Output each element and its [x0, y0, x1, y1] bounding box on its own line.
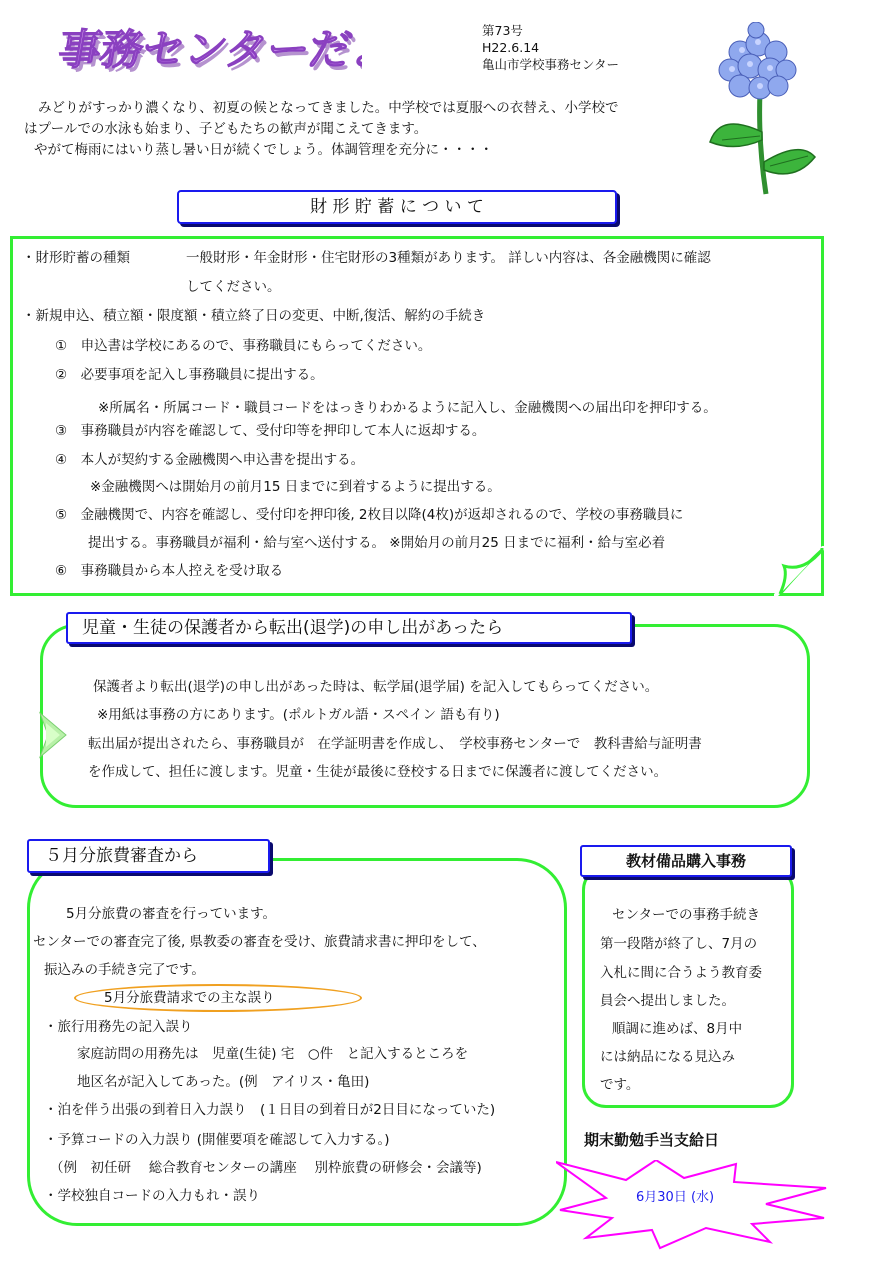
issue-number: 第73号 [482, 23, 523, 38]
transfer-heading-text: 児童・生徒の保護者から転出(退学)の申し出があったら [82, 618, 504, 638]
travel-error: ・泊を伴う出張の到着日入力誤り (１日目の到着日が2日目になっていた) [44, 1102, 496, 1118]
savings-step: ④ 本人が契約する金融機関へ申込書を提出する。 [55, 452, 365, 468]
materials-line: です。 [600, 1077, 640, 1093]
intro-line: はプールでの水泳も始まり、子どもたちの歓声が聞こえてきます。 [24, 121, 428, 137]
travel-line: 5月分旅費の審査を行っています。 [66, 906, 277, 922]
savings-step: ① 申込書は学校にあるので、事務職員にもらってください。 [55, 338, 432, 354]
savings-step: ② 必要事項を記入し事務職員に提出する。 [55, 367, 324, 383]
savings-type-text-cont: してください。 [186, 279, 281, 295]
materials-line: には納品になる見込み [600, 1049, 735, 1065]
title-shadow: 事務センターだより [58, 29, 362, 78]
savings-step: ⑥ 事務職員から本人控えを受け取る [55, 563, 284, 579]
intro-line: やがて梅雨にはいり蒸し暑い日が続くでしょう。体調管理を充分に・・・・ [34, 142, 493, 158]
intro-line: みどりがすっかり濃くなり、初夏の候となってきました。中学校では夏服への衣替え、小学校で [38, 100, 619, 116]
savings-type-label: ・財形貯蓄の種類 [22, 250, 130, 266]
transfer-line: 転出届が提出されたら、事務職員が 在学証明書を作成し、 学校事務センターで 教科書給与証明書 [88, 736, 702, 752]
transfer-line: 保護者より転出(退学)の申し出があった時は、転学届(退学届) を記入してもらってください。 [93, 679, 659, 695]
travel-error-detail: （例 初任研 総合教育センターの講座 別枠旅費の研修会・会議等) [50, 1160, 482, 1176]
payday-date: 6月30日 (水) [636, 1190, 715, 1205]
intro-paragraph [24, 98, 619, 161]
travel-heading [27, 839, 270, 873]
transfer-heading [66, 612, 632, 644]
materials-section [582, 866, 794, 1108]
newsletter-title-logo [52, 10, 362, 89]
savings-step-note: ※金融機関へは開始月の前月15 日までに到着するように提出する。 [90, 479, 501, 495]
materials-line: センターでの事務手続き [612, 907, 760, 923]
materials-line: 入札に間に合うよう教育委 [600, 965, 762, 981]
travel-error-detail: 地区名が記入してあった。(例 アイリス・亀田) [77, 1074, 370, 1090]
travel-heading-text: ５月分旅費審査から [45, 846, 198, 866]
travel-line: センターでの審査完了後, 県教委の審査を受け、旅費請求書に押印をして、 [33, 934, 486, 950]
travel-error: ・予算コードの入力誤り (開催要項を確認して入力する。) [44, 1132, 390, 1148]
savings-step: ⑤ 金融機関で、内容を確認し、受付印を押印後, 2枚目以降(4枚)が返却されるので、学校の事務職員に [55, 507, 684, 523]
materials-line: 第一段階が終了し、7月の [600, 936, 758, 952]
travel-error: ・学校独自コードの入力もれ・誤り [44, 1188, 260, 1204]
hydrangea-illustration [700, 22, 820, 201]
savings-procedure-label: ・新規申込、積立額・限度額・積立終了日の変更、中断,復活、解約の手続き [22, 308, 486, 324]
transfer-line: を作成して、担任に渡します。児童・生徒が最後に登校する日までに保護者に渡してください。 [88, 764, 668, 780]
leaf-icon [38, 705, 68, 765]
travel-errors-title: 5月分旅費請求での主な誤り [104, 990, 275, 1006]
savings-heading [177, 190, 617, 224]
materials-line: 員会へ提出しました。 [600, 993, 735, 1009]
travel-error: ・旅行用務先の記入誤り [44, 1019, 193, 1035]
issue-date: H22.6.14 [482, 40, 540, 55]
materials-line: 順調に進めば、8月中 [612, 1021, 743, 1037]
publisher: 亀山市学校事務センター [482, 57, 620, 72]
savings-step-note: ※所属名・所属コード・職員コードをはっきりわかるように記入し、金融機関への届出印を押印する。 [98, 400, 717, 416]
savings-step: ③ 事務職員が内容を確認して、受付印等を押印して本人に返却する。 [55, 423, 486, 439]
savings-type-text: 一般財形・年金財形・住宅財形の3種類があります。 詳しい内容は、各金融機関に確認 [186, 250, 711, 266]
savings-step-cont: 提出する。事務職員が福利・給与室へ送付する。 ※開始月の前月25 日までに福利・給与室必着 [88, 535, 666, 551]
materials-heading [580, 845, 792, 877]
issue-info [482, 22, 619, 73]
travel-line: 振込みの手続き完了です。 [44, 962, 205, 978]
newsletter-title: 事務センターだより [54, 25, 362, 74]
materials-heading-text: 教材備品購入事務 [625, 852, 746, 870]
travel-error-detail: 家庭訪問の用務先は 児童(生徒) 宅 ○件 と記入するところを [77, 1046, 469, 1062]
folded-corner [774, 546, 826, 598]
payday-label: 期末勤勉手当支給日 [584, 1131, 720, 1149]
transfer-note: ※用紙は事務の方にあります。(ポルトガル語・スペイン 語も有り) [97, 707, 500, 723]
savings-heading-text: 財 形 貯 蓄 に つ い て [310, 197, 484, 217]
